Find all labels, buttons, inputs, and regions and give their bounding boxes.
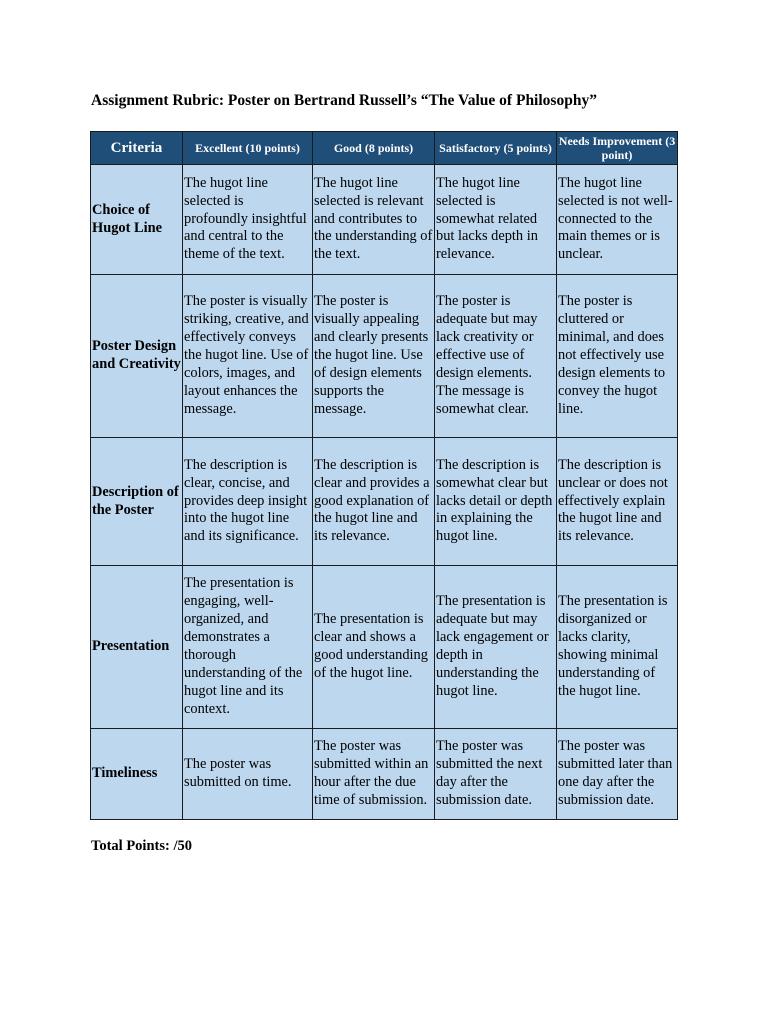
satisfactory-cell: The presentation is adequate but may lack engagement or depth in understanding the hugot line. bbox=[435, 566, 557, 729]
table-row bbox=[91, 438, 678, 566]
table-row bbox=[91, 275, 678, 438]
good-cell: The hugot line selected is relevant and contributes to the understanding of the text. bbox=[313, 165, 435, 275]
total-points: Total Points: /50 bbox=[91, 838, 192, 854]
satisfactory-cell: The hugot line selected is somewhat related but lacks depth in relevance. bbox=[435, 165, 557, 275]
good-cell: The presentation is clear and shows a good understanding of the hugot line. bbox=[313, 566, 435, 729]
excellent-cell: The presentation is engaging, well-organized, and demonstrates a thorough understanding of the hugot line and its context. bbox=[183, 566, 313, 729]
excellent-cell: The description is clear, concise, and provides deep insight into the hugot line and its significance. bbox=[183, 438, 313, 566]
satisfactory-cell: The poster is adequate but may lack creativity or effective use of design elements. The message is somewhat clear. bbox=[435, 275, 557, 438]
header-excellent: Excellent (10 points) bbox=[183, 132, 313, 165]
table-row bbox=[91, 729, 678, 820]
excellent-cell: The poster was submitted on time. bbox=[183, 729, 313, 820]
needs-improvement-cell: The poster was submitted later than one day after the submission date. bbox=[557, 729, 678, 820]
header-row bbox=[91, 132, 678, 165]
table-row bbox=[91, 165, 678, 275]
satisfactory-cell: The description is somewhat clear but lacks detail or depth in explaining the hugot line. bbox=[435, 438, 557, 566]
criterion-cell: Presentation bbox=[91, 566, 183, 729]
criterion-cell: Timeliness bbox=[91, 729, 183, 820]
needs-improvement-cell: The description is unclear or does not effectively explain the hugot line and its relevance. bbox=[557, 438, 678, 566]
criterion-cell: Description of the Poster bbox=[91, 438, 183, 566]
table-row bbox=[91, 566, 678, 729]
excellent-cell: The hugot line selected is profoundly insightful and central to the theme of the text. bbox=[183, 165, 313, 275]
header-good: Good (8 points) bbox=[313, 132, 435, 165]
needs-improvement-cell: The poster is cluttered or minimal, and does not effectively use design elements to convey the hugot line. bbox=[557, 275, 678, 438]
criterion-cell: Poster Design and Creativity bbox=[91, 275, 183, 438]
good-cell: The description is clear and provides a good explanation of the hugot line and its relevance. bbox=[313, 438, 435, 566]
satisfactory-cell: The poster was submitted the next day after the submission date. bbox=[435, 729, 557, 820]
needs-improvement-cell: The presentation is disorganized or lacks clarity, showing minimal understanding of the hugot line. bbox=[557, 566, 678, 729]
rubric-table bbox=[90, 131, 678, 820]
criterion-cell: Choice of Hugot Line bbox=[91, 165, 183, 275]
good-cell: The poster is visually appealing and clearly presents the hugot line. Use of design elements supports the message. bbox=[313, 275, 435, 438]
header-needs-improvement: Needs Improvement (3 point) bbox=[557, 132, 678, 165]
good-cell: The poster was submitted within an hour after the due time of submission. bbox=[313, 729, 435, 820]
excellent-cell: The poster is visually striking, creative, and effectively conveys the hugot line. Use of colors, images, and layout enhances the message. bbox=[183, 275, 313, 438]
header-satisfactory: Satisfactory (5 points) bbox=[435, 132, 557, 165]
needs-improvement-cell: The hugot line selected is not well-connected to the main themes or is unclear. bbox=[557, 165, 678, 275]
header-criteria: Criteria bbox=[91, 132, 183, 165]
document-title: Assignment Rubric: Poster on Bertrand Russell’s “The Value of Philosophy” bbox=[91, 92, 597, 109]
